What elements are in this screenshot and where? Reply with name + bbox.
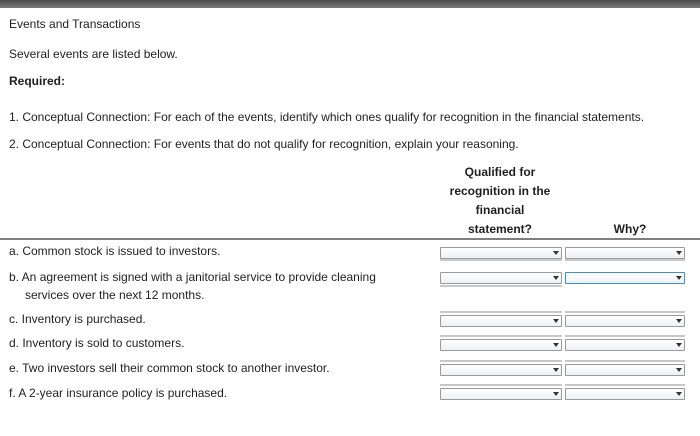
chevron-down-icon	[553, 251, 559, 255]
qualified-select-a[interactable]	[440, 247, 562, 259]
row-label-f: f. A 2-year insurance policy is purchased.	[9, 386, 228, 400]
qualified-select-d[interactable]	[440, 339, 562, 351]
field-underline	[440, 285, 562, 287]
why-select-a[interactable]	[565, 247, 685, 259]
field-underline	[440, 259, 562, 261]
field-underline	[565, 311, 685, 313]
instruction-2: 2. Conceptual Connection: For events that do not qualify for recognition, explain your reasoning.	[9, 137, 519, 151]
field-underline	[440, 335, 562, 337]
row-label-c: c. Inventory is purchased.	[9, 312, 146, 326]
chevron-down-icon	[553, 276, 559, 280]
row-label-e: e. Two investors sell their common stock to another investor.	[9, 361, 330, 375]
qualified-select-b[interactable]	[440, 272, 562, 284]
row-label-b-continued: services over the next 12 months.	[25, 288, 205, 302]
why-select-f[interactable]	[565, 388, 685, 400]
column-header-line: financial	[475, 203, 525, 217]
required-label: Required:	[9, 74, 66, 88]
column-header-qualified	[440, 163, 560, 239]
intro-text: Several events are listed below.	[9, 47, 178, 61]
chevron-down-icon	[553, 319, 559, 323]
column-header-line: recognition in the	[449, 184, 551, 198]
qualified-select-e[interactable]	[440, 364, 562, 376]
row-label-d: d. Inventory is sold to customers.	[9, 336, 185, 350]
column-header-line: Qualified for	[464, 165, 536, 179]
page-title: Events and Transactions	[9, 17, 141, 31]
field-underline	[565, 335, 685, 337]
field-underline	[440, 311, 562, 313]
top-bar	[0, 0, 700, 8]
qualified-select-f[interactable]	[440, 388, 562, 400]
field-underline	[565, 384, 685, 386]
row-label-b: b. An agreement is signed with a janitorial service to provide cleaning	[9, 270, 376, 284]
why-select-d[interactable]	[565, 339, 685, 351]
chevron-down-icon	[676, 392, 682, 396]
field-underline	[565, 360, 685, 362]
chevron-down-icon	[676, 276, 682, 280]
chevron-down-icon	[553, 343, 559, 347]
why-select-c[interactable]	[565, 315, 685, 327]
why-select-b[interactable]	[565, 272, 685, 284]
chevron-down-icon	[676, 319, 682, 323]
field-underline	[565, 259, 685, 261]
header-divider	[0, 238, 700, 240]
chevron-down-icon	[676, 368, 682, 372]
why-select-e[interactable]	[565, 364, 685, 376]
chevron-down-icon	[553, 392, 559, 396]
field-underline	[440, 384, 562, 386]
row-label-a: a. Common stock is issued to investors.	[9, 244, 221, 258]
column-header-why: Why?	[613, 222, 647, 236]
chevron-down-icon	[553, 368, 559, 372]
column-header-line: statement?	[467, 222, 532, 236]
field-underline	[440, 360, 562, 362]
chevron-down-icon	[676, 343, 682, 347]
qualified-select-c[interactable]	[440, 315, 562, 327]
chevron-down-icon	[676, 251, 682, 255]
instruction-1: 1. Conceptual Connection: For each of the events, identify which ones qualify for recognition in the financial statements.	[9, 110, 645, 124]
